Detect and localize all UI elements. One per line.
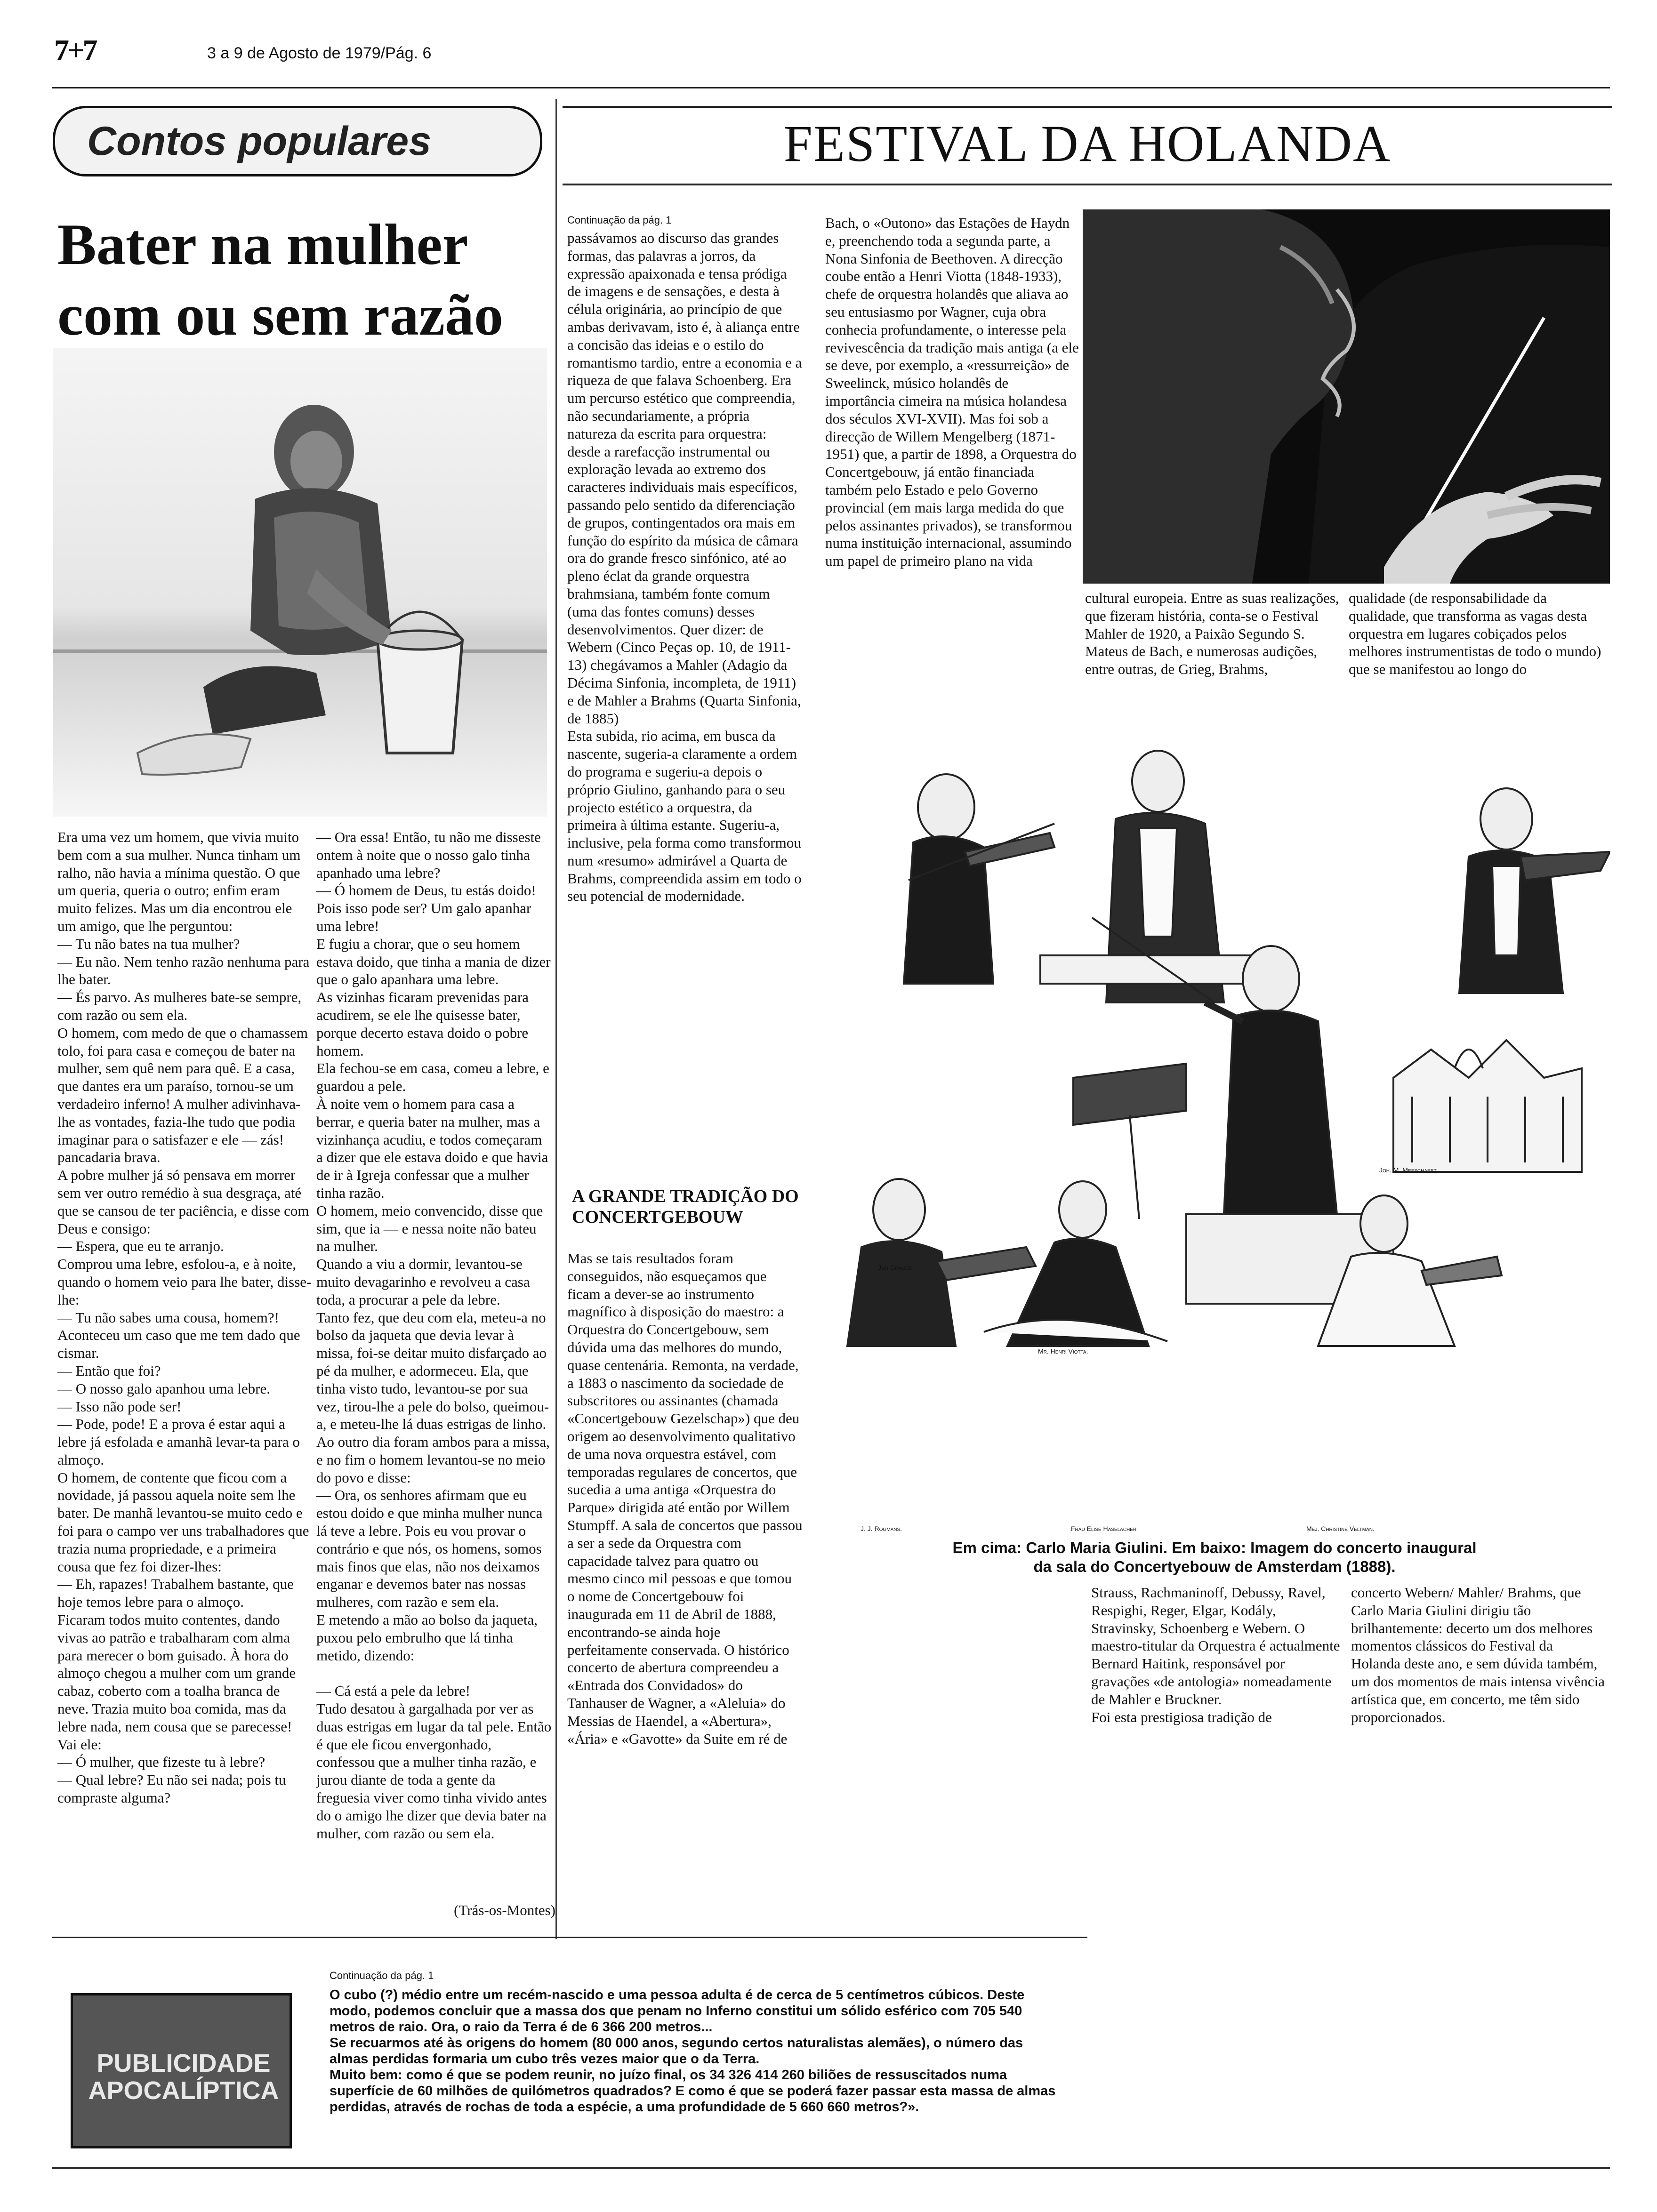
concert-inaugural-illustration — [828, 739, 1610, 1362]
section-label: Contos populares — [87, 119, 432, 164]
story-headline-line2: com ou sem razão — [57, 283, 503, 347]
festival-column-e: Strauss, Rachmaninoff, Debussy, Ravel, Respighi, Reger, Elgar, Kodály, Stravinsky, Schoenberg e Webern. O maestro-titular da Orquestra é actualmente Bernard Haitink, responsável por gravações «de antologia» nomeadamente de Mahler e Bruckner. Foi esta prestigiosa tradição de — [1091, 1584, 1340, 1725]
story-headline-line1: Bater na mulher — [57, 212, 468, 277]
woman-photo — [53, 348, 547, 817]
festival-column-f: concerto Webern/ Mahler/ Brahms, que Carlo Maria Giulini dirigiu tão brilhantemente: decerto um dos melhores momentos clássicos do Festival da Holanda deste ano, e sem dúvida também, um dos momentos de mais intensa vivência artística que, em concerto, me têm sido proporcionados. — [1351, 1584, 1605, 1725]
festival-continuation: Continuação da pág. 1 — [567, 214, 672, 226]
festival-headline-rule — [563, 184, 1612, 185]
woman-figure-illustration — [53, 348, 547, 817]
festival-column-c: cultural europeia. Entre as suas realizações, que fizeram história, conta-se o Festival Mahler de 1920, a Paixão Segundo S. Mateus de Bach, e numerosas audições, entre outras, de Grieg, Brahms, — [1085, 590, 1339, 678]
label-rogmans: J. J. Rogmans. — [861, 1525, 902, 1532]
story-signature: (Trás-os-Montes) — [454, 1902, 555, 1918]
giulini-conducting-image — [1083, 209, 1610, 584]
page-bottom-rule — [52, 2167, 1610, 2169]
festival-column-a: passávamos ao discurso das grandes formas, das palavras a jorros, da expressão apaixonada e tensa pródiga de imagens e de sensações, e desta à célula originária, ao princípio de que ambas derivavam, isto é, à aliança entre a concisão das ideias e o estilo do romantismo tardio, entre a economia e a riqueza de que falava Schoenberg. Era um percurso estético que compreendia, não secundariamente, a própria natureza da escrita para orquestra: desde a rarefacção instrumental ou exploração levada ao extremo dos caracteres individuais mais específicos, passando pelo sentido da diferenciação de grupos, contingentados ora mais em função do espírito da música de câmara ora do grande fresco sinfónico, até ao pleno éclat da grande orquestra brahmsiana, também fonte comum (uma das fontes comuns) desses desenvolvimentos. Quer dizer: de Webern (Cinco Peças op. 10, de 1911-13) chegávamos a Mahler (Adagio da Décima Sinfonia, incompleta, de 1911) e de Mahler a Brahms (Quarta Sinfonia, de 1885) Esta subida, rio acima, em busca da nascente, sugeria-a claramente a ordem do programa e sugeriu-a depois o próprio Giulino, ganhando para o seu projecto estético a orquestra, da primeira à última estante. Sugeriu-a, inclusive, pela forma como transformou num «resumo» admirável a Quarta de Brahms, compreendida assim em todo o seu potencial de modernidade. — [567, 230, 802, 905]
festival-column-d: qualidade (de responsabilidade da qualidade, que transforma as vagas desta orquestra em lugares cobiçados pelos melhores instrumentistas de todo o mundo) que se manifestou ao longo do — [1349, 590, 1601, 678]
festival-column-a2: Mas se tais resultados foram conseguidos, não esqueçamos que ficam a dever-se ao instrumento magnífico à disposição do maestro: a Orquestra do Concertgebouw, sem dúvida uma das melhores do mundo, quase centenária. Remonta, na verdade, a 1883 o nascimento da sociedade de subscritores ou assinantes (chamada «Concertgebouw Gezelschap») que deu origem ao desenvolvimento qualitativo de uma nova orquestra estável, com temporadas regulares de concertos, que sucedia a uma antiga «Orquestra do Parque» dirigida até então por Willem Stumpff. A sala de concertos que passou a ser a sede da Orquestra com capacidade talvez para quatro ou mesmo cinco mil pessoas e que tomou o nome de Concertgebouw foi inaugurada em 11 de Abril de 1888, encontrando-se ainda hoje perfeitamente conservada. O histórico concerto de abertura compreendeu a «Entrada dos Convidados» do Tanhauser de Wagner, a «Aleluia» do Messias de Haendel, a «Abertura», «Ária» e «Gavotte» da Suite em ré de — [567, 1250, 803, 1747]
festival-top-rule — [563, 106, 1612, 108]
publicidade-text: O cubo (?) médio entre um recém-nascido e uma pessoa adulta é de cerca de 5 centímetros cúbicos. Deste modo, podemos concluir que a massa dos que penam no Inferno constitui um sólido esférico com 705 540 metros de raio. Ora, o raio da Terra é de 6 366 200 metros... Se recuarmos até às origens do homem (80 000 anos, segundo certos naturalistas alemães), o número das almas perdidas formaria um cubo três vezes maior que o da Terra. Muito bem: como é que se podem reunir, no juízo final, os 34 326 414 260 biliões de ressuscitados numa superfície de 60 milhões de quilómetros quadrados? E como é que se poderá fazer passar esta massa de almas perdidas, através de rochas de toda a espécie, a uma profundidade de 5 660 660 metros?». — [330, 1988, 1056, 2115]
publicidade-box — [71, 1993, 292, 2148]
label-viotta: Mr. Henri Viotta. — [1038, 1347, 1088, 1355]
festival-column-b: Bach, o «Outono» das Estações de Haydn e, preenchendo toda a segunda parte, a Nona Sinfonia de Beethoven. A direcção coube então a Henri Viotta (1848-1933), chefe de orquestra holandês que aliava ao seu entusiasmo por Wagner, cuja obra conhecia profundamente, o interesse pela revivescência da tradição mais antiga (a ele se deve, por exemplo, a «ressurreição» de Sweelinck, músico holandês de importância cimeira na música holandesa dos séculos XVI-XVII). Mas foi sob a direcção de Willem Mengelberg (1871-1951) que, a partir de 1898, a Orquestra do Concertgebouw, já então financiada também pelo Estado e pelo Governo provincial (em mais larga medida do que pelos assinantes privados), se transformou numa instituição internacional, assumindo um papel de primeiro plano na vida — [825, 215, 1079, 569]
photo-caption-line2: da sala do Concertyebouw de Amsterdam (1888). — [1033, 1558, 1396, 1575]
story-column-2: — Ora essa! Então, tu não me disseste ontem à noite que o nosso galo tinha apanhado uma lebre? — Ó homem de Deus, tu estás doido! Pois isso pode ser? Um galo apanhar uma lebre! E fugiu a chorar, que o seu homem estava doido, que tinha a mania de dizer que o galo apanhara uma lebre. As vizinhas ficaram prevenidas para acudirem, se ele lhe quisesse bater, porque decerto estava doido o pobre homem. Ela fechou-se em casa, comeu a lebre, e guardou a pele. À noite vem o homem para casa a berrar, e queria bater na mulher, mas a vizinhança acudiu, e todos começaram a dizer que ele estava doido e que havia de ir à Igreja confessar que a mulher tinha razão. O homem, meio convencido, disse que sim, que ia — e nessa noite não bateu na mulher. Quando a viu a dormir, levantou-se muito devagarinho e revolveu a casa toda, a procurar a pele da lebre. Tanto fez, que deu com ela, meteu-a no bolso da jaqueta que devia levar à missa, foi-se deitar muito disfarçado ao pé da mulher, e adormeceu. Ela, que tinha visto tudo, levantou-se por sua vez, tirou-lhe a pele do bolso, queimou-a, e meteu-lhe lá duas estrigas de linho. Ao outro dia foram ambos para a missa, e no fim o homem levantou-se no meio do povo e disse: — Ora, os senhores afirmam que eu estou doido e que minha mulher nunca lá teve a lebre. Pois eu vou provar o contrário e que nós, os homens, somos mais finos que elas, não nos deixamos enganar e devemos bater nas nossas mulheres, com razão e sem ela. E metendo a mão ao bolso da jaqueta, puxou pelo embrulho que lá tinha metido, dizendo: — Cá está a pele da lebre! Tudo desatou à gargalhada por ver as duas estrigas em lugar da tal pele. Então é que ele ficou envergonhado, confessou que a mulher tinha razão, e jurou diante de toda a gente da freguesia viver como tinha vivido antes do o amigo lhe dizer que devia bater na mulher, com razão ou sem ela. — [316, 829, 552, 1842]
dateline: 3 a 9 de Agosto de 1979/Pág. 6 — [207, 44, 432, 62]
label-veltman: Mej. Christine Veltman. — [1306, 1525, 1375, 1532]
story-column-1: Era uma vez um homem, que vivia muito bem com a sua mulher. Nunca tinham um ralho, não havia a mínima questão. O que um queria, queria o outro; enfim eram muito felizes. Mas um dia encontrou ele um amigo, que lhe perguntou: — Tu não bates na tua mulher? — Eu não. Nem tenho razão nenhuma para lhe bater. — És parvo. As mulheres bate-se sempre, com razão ou sem ela. O homem, com medo de que o chamassem tolo, foi para casa e começou de bater na mulher, sem quê nem para quê. E a casa, que dantes era um paraíso, tornou-se um verdadeiro inferno! A mulher adivinhava-lhe as vontades, fazia-lhe tudo que podia imaginar para o satisfazer e ele — zás! pancadaria brava. A pobre mulher já só pensava em morrer sem ver outro remédio à sua desgraça, até que se cansou de ter paciência, e disse com Deus e consigo: — Espera, que eu te arranjo. Comprou uma lebre, esfolou-a, e à noite, quando o homem veio para lhe bater, disse-lhe: — Tu não sabes uma cousa, homem?! Aconteceu um caso que me tem dado que cismar. — Então que foi? — O nosso galo apanhou uma lebre. — Isso não pode ser! — Pode, pode! E a prova é estar aqui a lebre já esfolada e amanhã levar-ta para o almoço. O homem, de contente que ficou com a novidade, já passou aquela noite sem lhe bater. De manhã levantou-se muito cedo e foi para o campo ver uns trabalhadores que trazia numa propriedade, e a primeira cousa que fez foi dizer-lhes: — Eh, rapazes! Trabalhem bastante, que hoje temos lebre para o almoço. Ficaram todos muito contentes, dando vivas ao patrão e trabalharam com alma para merecer o bom guisado. À hora do almoço chegou a mulher com um grande cabaz, coberto com a toalha branca de neve. Trazia muito boa comida, mas da lebre nada, nem cousa que se parecesse! Vai ele: — Ó mulher, que fizeste tu à lebre? — Qual lebre? Eu não sei nada; pois tu compraste alguma? — [57, 829, 312, 1806]
giulini-photo — [1083, 209, 1610, 584]
column-divider-main — [555, 99, 557, 1939]
publicidade-continuation: Continuação da pág. 1 — [330, 1970, 434, 1981]
concertgebouw-subhead: A GRANDE TRADIÇÃO DO CONCERTGEBOUW — [572, 1186, 799, 1227]
publicidade-box-title: PUBLICIDADE APOCALÍPTICA — [88, 2049, 279, 2105]
header-rule — [52, 87, 1610, 88]
label-cramer: Joh Cramer. — [878, 1264, 914, 1271]
masthead-logo: 7+7 — [54, 33, 96, 67]
festival-headline: FESTIVAL DA HOLANDA — [783, 115, 1392, 172]
label-haselacher: Frau Elise Haselacher — [1071, 1525, 1137, 1532]
photo-caption-line1: Em cima: Carlo Maria Giulini. Em baixo: Imagem do concerto inaugural — [952, 1539, 1477, 1556]
label-messchaert: Joh. M. Messchaert. — [1379, 1166, 1439, 1174]
publicidade-top-rule — [52, 1937, 1087, 1938]
